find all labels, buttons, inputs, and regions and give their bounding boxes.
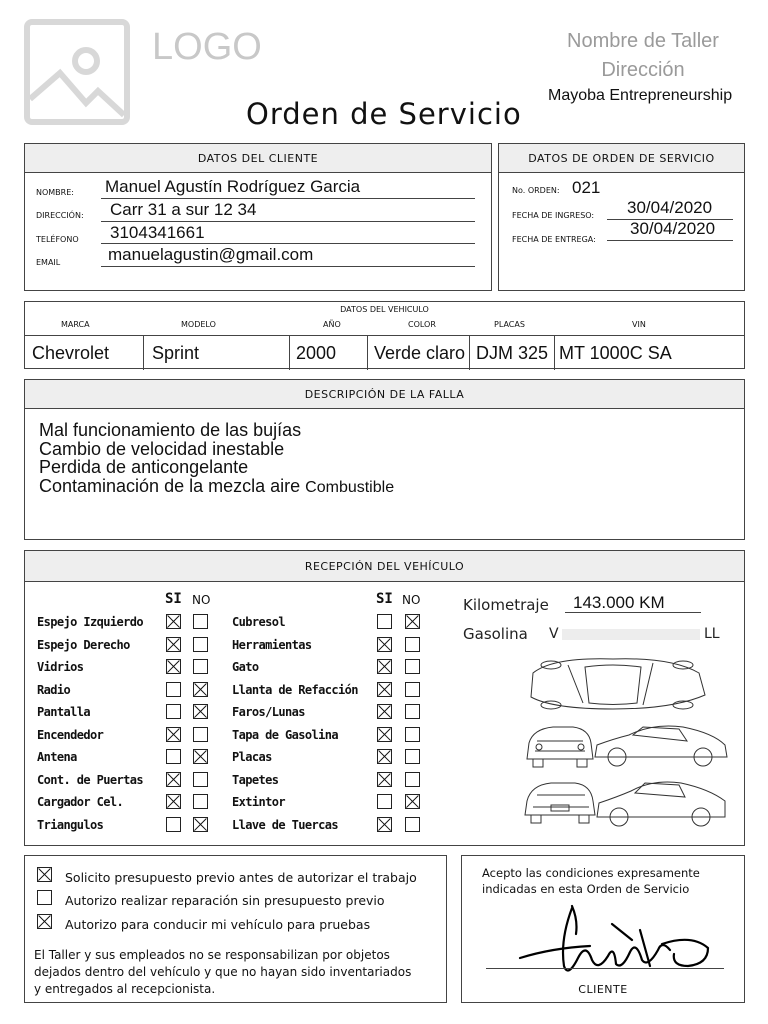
right-si-checkbox[interactable] [377, 772, 392, 787]
order-number: 021 [572, 178, 601, 197]
address-label: DIRECCIÓN: [36, 211, 84, 220]
left-no-checkbox[interactable] [193, 794, 208, 809]
authorization-section [24, 855, 447, 1003]
in-date: 30/04/2020 [627, 198, 713, 217]
km-value: 143.000 KM [573, 593, 665, 612]
right-no-checkbox[interactable] [405, 682, 420, 697]
car-diagram-icon [493, 651, 733, 847]
left-no-checkbox[interactable] [193, 727, 208, 742]
car-side-view-icon [595, 726, 727, 766]
right-no-checkbox[interactable] [405, 659, 420, 674]
shop-owner: Mayoba Entrepreneurship [548, 87, 733, 104]
right-si-checkbox[interactable] [377, 749, 392, 764]
left-si-checkbox[interactable] [166, 749, 181, 764]
fault-line-1: Mal funcionamiento de las bujías [39, 420, 302, 440]
name-label: NOMBRE: [36, 188, 74, 197]
left-no-checkbox[interactable] [193, 659, 208, 674]
vehicle-section [24, 301, 745, 369]
client-phone: 3104341661 [110, 223, 205, 242]
left-si-checkbox[interactable] [166, 817, 181, 832]
vehicle-header-color: COLOR [408, 320, 436, 329]
vehicle-header-year: AÑO [323, 320, 341, 329]
client-section-title: DATOS DEL CLIENTE [25, 144, 491, 173]
left-item-label: Cargador Cel. [37, 795, 124, 809]
left-item-label: Radio [37, 682, 71, 697]
left-item-label: Antena [37, 750, 77, 764]
right-item-label: Faros/Lunas [232, 705, 305, 719]
shop-address: Dirección [601, 59, 685, 81]
reception-section-title: RECEPCIÓN DEL VEHÍCULO [25, 551, 744, 582]
left-si-checkbox[interactable] [166, 772, 181, 787]
fault-line-2: Cambio de velocidad inestable [39, 438, 285, 459]
right-si-checkbox[interactable] [377, 704, 392, 719]
disclaimer-line-2: dejados dentro del vehículo y que no hayan sido inventariados [34, 965, 412, 979]
car-front-view-icon [527, 727, 593, 767]
accept-line-2: indicadas en esta Orden de Servicio [482, 882, 690, 896]
left-item-label: Cont. de Puertas [37, 772, 143, 787]
left-item-label: Pantalla [37, 705, 90, 719]
fuel-label: Gasolina [463, 625, 528, 643]
logo-placeholder-icon [24, 19, 130, 125]
vehicle-model: Sprint [144, 336, 290, 370]
left-no-checkbox[interactable] [193, 637, 208, 652]
left-no-checkbox[interactable] [193, 682, 208, 697]
si-header-left: SI [165, 591, 182, 607]
client-name: Manuel Agustín Rodríguez Garcia [105, 177, 361, 196]
vehicle-header-vin: VIN [632, 320, 646, 329]
in-date-label: FECHA DE INGRESO: [512, 211, 595, 220]
left-no-checkbox[interactable] [193, 817, 208, 832]
right-si-checkbox[interactable] [377, 659, 392, 674]
right-no-checkbox[interactable] [405, 749, 420, 764]
signature-label: CLIENTE [578, 983, 628, 996]
client-section [24, 143, 492, 291]
fuel-full-label: LL [704, 626, 720, 642]
vehicle-header-brand: MARCA [61, 320, 90, 329]
fault-section-title: DESCRIPCIÓN DE LA FALLA [25, 380, 744, 409]
left-item-label: Encendedor [37, 727, 104, 742]
disclaimer-line-1: El Taller y sus empleados no se responsabilizan por objetos [34, 948, 390, 962]
order-section [498, 143, 745, 291]
right-item-label: Gato [232, 660, 259, 674]
left-no-checkbox[interactable] [193, 749, 208, 764]
vehicle-header-model: MODELO [181, 320, 216, 329]
auth-checkbox-1[interactable] [37, 867, 52, 882]
right-no-checkbox[interactable] [405, 772, 420, 787]
car-top-view-icon [531, 659, 705, 709]
client-email: manuelagustin@gmail.com [108, 245, 314, 264]
right-no-checkbox[interactable] [405, 614, 420, 629]
left-si-checkbox[interactable] [166, 637, 181, 652]
vehicle-section-title: DATOS DEL VEHICULO [340, 305, 429, 314]
right-item-label: Llave de Tuercas [232, 817, 338, 832]
right-si-checkbox[interactable] [377, 614, 392, 629]
km-label: Kilometraje [463, 596, 549, 614]
right-no-checkbox[interactable] [405, 727, 420, 742]
auth-checkbox-3[interactable] [37, 914, 52, 929]
right-item-label: Extintor [232, 795, 285, 809]
right-si-checkbox[interactable] [377, 817, 392, 832]
out-date-label: FECHA DE ENTREGA: [512, 235, 596, 244]
reception-section [24, 550, 745, 846]
right-si-checkbox[interactable] [377, 727, 392, 742]
order-section-title: DATOS DE ORDEN DE SERVICIO [499, 144, 744, 173]
fuel-gauge [562, 629, 700, 640]
auth-checkbox-2[interactable] [37, 890, 52, 905]
email-label: EMAIL [36, 258, 61, 267]
vehicle-color: Verde claro [368, 336, 470, 370]
logo-text: LOGO [152, 26, 262, 68]
no-header-right: NO [402, 593, 421, 607]
right-si-checkbox[interactable] [377, 794, 392, 809]
right-no-checkbox[interactable] [405, 794, 420, 809]
right-item-label: Herramientas [232, 637, 312, 652]
vehicle-vin: MT 1000C SA [559, 342, 672, 363]
car-rear-view-icon [525, 783, 595, 823]
auth-text-3: Autorizo para conducir mi vehículo para pruebas [65, 917, 371, 932]
right-item-label: Tapetes [232, 772, 279, 787]
right-item-label: Cubresol [232, 615, 285, 629]
right-no-checkbox[interactable] [405, 637, 420, 652]
right-si-checkbox[interactable] [377, 682, 392, 697]
left-item-label: Espejo Derecho [37, 637, 130, 652]
page-title: Orden de Servicio [246, 97, 522, 131]
left-si-checkbox[interactable] [166, 659, 181, 674]
right-no-checkbox[interactable] [405, 817, 420, 832]
left-item-label: Vidrios [37, 660, 84, 674]
left-no-checkbox[interactable] [193, 704, 208, 719]
left-item-label: Triangulos [37, 817, 104, 832]
fault-line-4: Contaminación de la mezcla aire Combustible [39, 475, 395, 496]
fuel-empty-label: V [549, 626, 559, 642]
fault-line-3: Perdida de anticongelante [39, 457, 249, 477]
left-item-label: Espejo Izquierdo [37, 615, 143, 629]
right-no-checkbox[interactable] [405, 704, 420, 719]
order-number-label: No. ORDEN: [512, 186, 560, 195]
signature-section [461, 855, 745, 1003]
disclaimer-line-3: y entregados al recepcionista. [34, 982, 216, 996]
vehicle-brand: Chevrolet [25, 336, 144, 370]
no-header-left: NO [192, 593, 211, 607]
vehicle-header-plates: PLACAS [494, 320, 525, 329]
right-si-checkbox[interactable] [377, 637, 392, 652]
out-date: 30/04/2020 [630, 219, 716, 238]
fault-section [24, 379, 745, 540]
left-si-checkbox[interactable] [166, 794, 181, 809]
left-no-checkbox[interactable] [193, 614, 208, 629]
left-si-checkbox[interactable] [166, 727, 181, 742]
vehicle-plates: DJM 325 [470, 336, 555, 370]
vehicle-year: 2000 [290, 336, 368, 370]
shop-name: Nombre de Taller [567, 30, 719, 52]
si-header-right: SI [376, 591, 393, 607]
left-si-checkbox[interactable] [166, 614, 181, 629]
fault-extra: Combustible [305, 478, 395, 496]
left-no-checkbox[interactable] [193, 772, 208, 787]
left-si-checkbox[interactable] [166, 682, 181, 697]
auth-text-1: Solicito presupuesto previo antes de autorizar el trabajo [65, 870, 417, 885]
client-address: Carr 31 a sur 12 34 [110, 200, 257, 219]
phone-label: TELÉFONO [36, 235, 79, 244]
accept-line-1: Acepto las condiciones expresamente [482, 866, 700, 880]
auth-text-2: Autorizo realizar reparación sin presupuesto previo [65, 893, 385, 908]
left-si-checkbox[interactable] [166, 704, 181, 719]
right-item-label: Tapa de Gasolina [232, 727, 338, 742]
right-item-label: Placas [232, 750, 272, 764]
right-item-label: Llanta de Refacción [232, 682, 358, 697]
car-side-view-2-icon [597, 782, 725, 826]
